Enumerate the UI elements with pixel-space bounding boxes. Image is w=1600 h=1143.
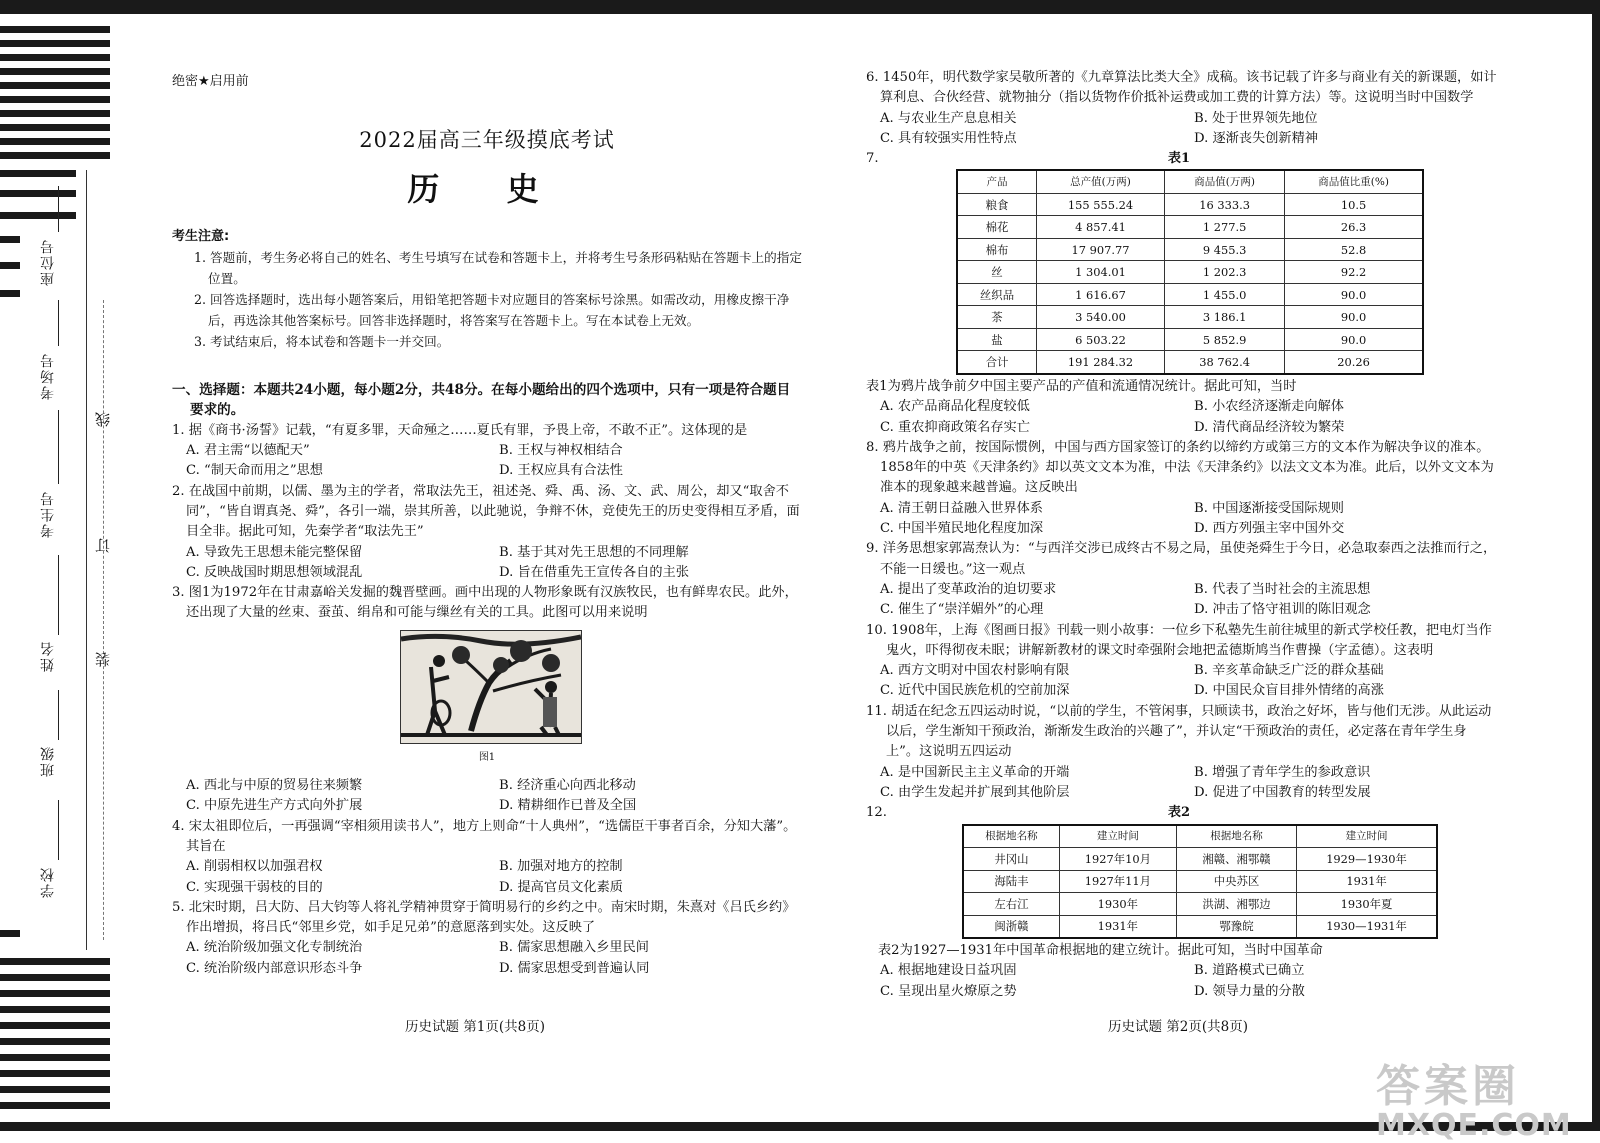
binding-bar	[0, 124, 110, 131]
exam-room-label: 考场号	[40, 352, 56, 400]
option-list	[172, 938, 802, 979]
table-row	[957, 351, 1423, 374]
table-row	[957, 306, 1423, 329]
option-d[interactable]: D. 中国民众盲目排外情绪的高涨	[1194, 683, 1384, 699]
school-field[interactable]	[58, 800, 59, 860]
table-cell: 中央苏区	[1176, 870, 1296, 893]
name-label: 姓名	[40, 640, 56, 672]
binding-bar	[0, 1038, 110, 1045]
option-list	[866, 961, 1498, 1002]
table-cell: 52.8	[1285, 238, 1423, 261]
seat-number-label: 座位号	[40, 238, 56, 286]
page-2	[866, 68, 1498, 1002]
option-d[interactable]: D. 儒家思想受到普遍认同	[499, 960, 650, 976]
class-field[interactable]	[58, 690, 59, 740]
option-c[interactable]: C. 呈现出星火燎原之势	[880, 983, 1017, 999]
name-field[interactable]	[58, 555, 59, 635]
option-b[interactable]: B. 辛亥革命缺乏广泛的群众基础	[1194, 663, 1384, 679]
question-stem: 2. 在战国中前期，以儒、墨为主的学者，常取法先王，祖述尧、舜、禹、汤、文、武、周公，却又“取舍不同”，“皆自谓真尧、舜”，各引一端，崇其所善，以此驰说，争辩不休，竞使先王的历史变得相互矛盾，面目全非。据此可知，先秦学者“取法先王”	[172, 483, 800, 540]
watermark-url-text: MXQE.COM	[1376, 1108, 1572, 1143]
exam-title: 2022届高三年级摸底考试	[359, 128, 615, 153]
binding-bar	[0, 990, 110, 997]
option-b[interactable]: B. 小农经济逐渐走向解体	[1194, 399, 1344, 415]
table-cell: 191 284.32	[1037, 351, 1165, 374]
table-cell: 盐	[957, 328, 1037, 351]
table-cell: 1931年	[1059, 915, 1176, 938]
table-header-cell: 根据地名称	[963, 825, 1059, 848]
table-cell: 丝织品	[957, 283, 1037, 306]
table-cell: 1931年	[1297, 870, 1437, 893]
question-11	[866, 702, 1498, 803]
binding-bar	[0, 170, 76, 177]
table-cell: 155 555.24	[1037, 193, 1165, 216]
table-1	[956, 169, 1424, 375]
question-7	[866, 149, 1498, 438]
question-12	[866, 803, 1498, 1002]
table-cell: 1929—1930年	[1297, 848, 1437, 871]
table-header-cell: 商品值比重(%)	[1285, 170, 1423, 193]
scan-border-bottom	[0, 1122, 1600, 1131]
binding-bar	[0, 54, 110, 61]
table-cell: 左右江	[963, 893, 1059, 916]
option-d[interactable]: D. 逐渐丧失创新精神	[1194, 130, 1318, 146]
table-cell: 90.0	[1285, 306, 1423, 329]
question-stem: 6. 1450年，明代数学家吴敬所著的《九章算法比类大全》成稿。该书记载了许多与商业有关的新课题，如计算利息、合伙经营、就物抽分（指以货物作价抵补运费或加工费的计算方法）等。这说明当时中国数学	[866, 70, 1497, 106]
option-d[interactable]: D. 精耕细作已普及全国	[499, 798, 637, 814]
cut-word-xian: 线	[94, 412, 112, 427]
table-cell: 1930—1931年	[1297, 915, 1437, 938]
site-watermark	[1376, 1050, 1572, 1143]
binding-bar	[0, 1102, 110, 1109]
option-list	[866, 109, 1498, 150]
option-c[interactable]: C. 具有较强实用性特点	[880, 130, 1017, 146]
table-cell: 1930年夏	[1297, 893, 1437, 916]
option-b[interactable]: B. 处于世界领先地位	[1194, 110, 1318, 126]
binding-rule	[86, 170, 87, 950]
table-header-cell: 建立时间	[1297, 825, 1437, 848]
table-cell: 3 186.1	[1165, 306, 1285, 329]
option-list	[172, 543, 802, 584]
question-stem: 11. 胡适在纪念五四运动时说，“以前的学生，不管闲事，只顾读书，政治之好坏，皆与他们无涉。从此运动以后，学生渐知干预政治，渐渐发生政治的兴趣了”，并认定“干预政治的责任，必定落在青年学生身上”。这说明五四运动	[866, 703, 1492, 760]
question-stem: 8. 鸦片战争之前，按国际惯例，中国与西方国家签订的条约以缔约方或第三方的文本作为解决争议的准本。1858年的中英《天津条约》却以英文文本为准，中法《天津条约》以法文文本为准。此后，以外文文本为准本的现象越来越普遍。这反映出	[866, 439, 1494, 496]
option-list	[172, 857, 802, 898]
school-label: 学校	[40, 866, 56, 898]
table-cell: 棉花	[957, 216, 1037, 239]
option-a[interactable]: A. 清王朝日益融入世界体系	[880, 500, 1043, 516]
option-b[interactable]: B. 代表了当时社会的主流思想	[1194, 581, 1371, 597]
option-c[interactable]: C. 由学生发起并扩展到其他阶层	[880, 784, 1070, 800]
question-4	[172, 817, 802, 898]
binding-bar	[0, 290, 20, 297]
binding-bar	[0, 236, 20, 243]
question-number: 12.	[866, 805, 887, 821]
option-c[interactable]: C. 实现强干弱枝的目的	[186, 879, 323, 895]
table-header-cell: 总产值(万两)	[1037, 170, 1165, 193]
table-cell: 1 616.67	[1037, 283, 1165, 306]
question-stem: 3. 图1为1972年在甘肃嘉峪关发掘的魏晋壁画。画中出现的人物形象既有汉族牧民，也有鲜卑农民。此外，还出现了大量的丝束、蚕茧、绢帛和可能与缫丝有关的工具。此图可以用来说明	[172, 585, 798, 621]
watermark-logo-text: 答案圈	[1376, 1061, 1520, 1112]
option-b[interactable]: B. 基于其对先王思想的不同理解	[499, 544, 689, 560]
table-cell: 90.0	[1285, 283, 1423, 306]
option-a[interactable]: A. 农产品商品化程度较低	[880, 399, 1030, 415]
option-a[interactable]: A. 君主需“以德配天”	[186, 443, 310, 459]
page-1	[172, 60, 802, 979]
option-d[interactable]: D. 冲击了恪守祖训的陈旧观念	[1194, 602, 1371, 618]
cut-word-zhuang: 装	[94, 652, 112, 667]
question-1	[172, 421, 802, 482]
binding-bar	[0, 212, 76, 219]
table-cell: 丝	[957, 261, 1037, 284]
question-5	[172, 898, 802, 979]
question-stem: 10. 1908年，上海《图画日报》刊载一则小故事：一位乡下私塾先生前往城里的新式学校任教，把电灯当作鬼火，吓得彻夜未眠；讲解新教材的课文时牵强附会地把孟德斯鸠当作曹操（字孟德）。这表明	[866, 622, 1492, 658]
question-2	[172, 482, 802, 583]
table-cell: 海陆丰	[963, 870, 1059, 893]
option-c[interactable]: C. 中国半殖民地化程度加深	[880, 521, 1044, 537]
binding-bar	[0, 138, 110, 145]
table-cell: 1 455.0	[1165, 283, 1285, 306]
table-header-cell: 商品值(万两)	[1165, 170, 1285, 193]
option-b[interactable]: B. 儒家思想融入乡里民间	[499, 940, 649, 956]
table-cell: 38 762.4	[1165, 351, 1285, 374]
seat-number-field[interactable]	[58, 186, 59, 232]
table-row	[957, 193, 1423, 216]
mural-illustration	[401, 631, 581, 743]
table-cell: 茶	[957, 306, 1037, 329]
binding-bar	[0, 190, 76, 197]
table-1-title: 表1	[1167, 151, 1191, 167]
option-c[interactable]: C. “制天命而用之”思想	[186, 463, 323, 479]
question-stem: 表1为鸦片战争前夕中国主要产品的产值和流通情况统计。据此可知，当时	[866, 378, 1297, 394]
binding-bar	[0, 262, 20, 269]
binding-bar	[0, 152, 110, 159]
option-a[interactable]: A. 西方文明对中国农村影响有限	[880, 663, 1070, 679]
question-8	[866, 438, 1498, 539]
option-d[interactable]: D. 提高官员文化素质	[499, 879, 623, 895]
mural-figure-image	[400, 630, 582, 744]
table-row	[957, 283, 1423, 306]
table-cell: 4 857.41	[1037, 216, 1165, 239]
table-cell: 洪湖、湘鄂边	[1176, 893, 1296, 916]
binding-bar	[0, 974, 110, 981]
binding-strip	[0, 0, 120, 1131]
table-cell: 20.26	[1285, 351, 1423, 374]
exam-room-field[interactable]	[58, 300, 59, 346]
option-a[interactable]: A. 是中国新民主主义革命的开端	[880, 764, 1070, 780]
option-a[interactable]: A. 提出了变革政治的迫切要求	[880, 581, 1057, 597]
table-cell: 9 455.3	[1165, 238, 1285, 261]
option-d[interactable]: D. 旨在借重先王宣传各自的主张	[499, 564, 689, 580]
figure-caption: 图1	[478, 751, 496, 763]
option-list	[172, 441, 802, 482]
scan-border-top	[0, 0, 1600, 14]
binding-bar	[0, 1070, 110, 1077]
question-stem: 5. 北宋时期，吕大防、吕大钧等人将礼学精神贯穿于简明易行的乡约之中。南宋时期，朱熹对《吕氏乡约》作出增损，将吕氏“邻里乡党，如手足兄弟”的意愿落到实处。这反映了	[172, 899, 796, 936]
table-header-cell: 产品	[957, 170, 1037, 193]
option-list	[866, 580, 1498, 621]
option-a[interactable]: A. 统治阶级加强文化专制统治	[186, 940, 363, 956]
notice-heading: 考生注意:	[172, 228, 230, 244]
binding-bar	[0, 930, 20, 937]
option-d[interactable]: D. 领导力量的分散	[1194, 983, 1305, 999]
table-2	[962, 824, 1438, 940]
notice-item: 3. 考试结束后，将本试卷和答题卡一并交回。	[194, 334, 450, 350]
cut-dashed-line	[103, 300, 105, 940]
table-cell: 5 852.9	[1165, 328, 1285, 351]
question-stem: 1. 据《商书·汤誓》记载，“有夏多罪，天命殛之……夏氏有罪，予畏上帝，不敢不正”。这体现的是	[172, 422, 748, 438]
table-cell: 合计	[957, 351, 1037, 374]
option-b[interactable]: B. 加强对地方的控制	[499, 859, 623, 875]
binding-bar	[0, 1006, 110, 1013]
binding-bar	[0, 1086, 110, 1093]
exam-id-field[interactable]	[58, 410, 59, 484]
table-cell: 棉布	[957, 238, 1037, 261]
table-header-cell: 根据地名称	[1176, 825, 1296, 848]
notice-item: 2. 回答选择题时，选出每小题答案后，用铅笔把答题卡对应题目的答案标号涂黑。如需改动，用橡皮擦干净后，再选涂其他答案标号。回答非选择题时，将答案写在答题卡上。写在本试卷上无效。	[194, 292, 790, 329]
binding-bar	[0, 68, 110, 75]
option-list	[866, 661, 1498, 702]
notice-item: 1. 答题前，考生务必将自己的姓名、考生号填写在试卷和答题卡上，并将考生号条形码粘贴在答题卡上的指定位置。	[194, 250, 802, 287]
option-a[interactable]: A. 根据地建设日益巩固	[880, 963, 1017, 979]
table-cell: 湘赣、湘鄂赣	[1176, 848, 1296, 871]
table-cell: 92.2	[1285, 261, 1423, 284]
table-row	[963, 915, 1437, 938]
table-cell: 16 333.3	[1165, 193, 1285, 216]
question-10	[866, 621, 1498, 702]
binding-bar	[0, 110, 110, 117]
question-stem: 4. 宋太祖即位后，一再强调“宰相须用读书人”，地方上则命“十人典州”，“选儒臣干事者百余，分知大藩”。其旨在	[172, 818, 797, 854]
table-row	[957, 328, 1423, 351]
table-2-title: 表2	[1167, 805, 1191, 821]
table-cell: 17 907.77	[1037, 238, 1165, 261]
option-list	[866, 763, 1498, 804]
option-d[interactable]: D. 促进了中国教育的转型发展	[1194, 784, 1371, 800]
scan-border-right	[1592, 0, 1600, 1131]
secret-label: 绝密★启用前	[172, 74, 249, 89]
question-12-header	[866, 803, 1498, 823]
table-row	[963, 893, 1437, 916]
exam-id-label: 考生号	[40, 490, 56, 538]
table-cell: 26.3	[1285, 216, 1423, 239]
option-b[interactable]: B. 增强了青年学生的参政意识	[1194, 764, 1371, 780]
question-7-header	[866, 149, 1498, 169]
question-6	[866, 68, 1498, 149]
binding-bar	[0, 26, 110, 33]
subject-title: 历 史	[407, 169, 567, 208]
option-a[interactable]: A. 削弱相权以加强君权	[186, 859, 323, 875]
option-d[interactable]: D. 王权应具有合法性	[499, 463, 623, 479]
option-c[interactable]: C. 反映战国时期思想领域混乱	[186, 564, 363, 580]
binding-bar	[0, 82, 110, 89]
table-row	[957, 238, 1423, 261]
option-c[interactable]: C. 统治阶级内部意识形态斗争	[186, 960, 363, 976]
binding-bar	[0, 1054, 110, 1061]
option-a[interactable]: A. 与农业生产息息相关	[880, 110, 1017, 126]
table-cell: 1 202.3	[1165, 261, 1285, 284]
table-row	[963, 848, 1437, 871]
section-heading: 一、选择题：本题共24小题，每小题2分，共48分。在每小题给出的四个选项中，只有一项是符合题目要求的。	[172, 382, 791, 419]
page-1-footer: 历史试题 第1页(共8页)	[405, 1019, 546, 1035]
table-header-row	[957, 170, 1423, 193]
table-cell: 10.5	[1285, 193, 1423, 216]
option-list	[172, 776, 802, 817]
table-cell: 3 540.00	[1037, 306, 1165, 329]
table-cell: 1 304.01	[1037, 261, 1165, 284]
binding-bar	[0, 958, 110, 965]
question-number: 7.	[866, 151, 879, 167]
table-cell: 6 503.22	[1037, 328, 1165, 351]
class-label: 班级	[40, 745, 56, 777]
table-cell: 1 277.5	[1165, 216, 1285, 239]
option-c[interactable]: C. 中原先进生产方式向外扩展	[186, 798, 363, 814]
question-stem: 9. 洋务思想家郭嵩焘认为：“与西洋交涉已成终古不易之局，虽使尧舜生于今日，必急取泰西之法推而行之，不能一日缓也。”这一观点	[866, 541, 1497, 577]
table-header-row	[963, 825, 1437, 848]
option-list	[866, 397, 1498, 438]
option-list	[866, 499, 1498, 540]
page-2-footer: 历史试题 第2页(共8页)	[1108, 1019, 1249, 1035]
binding-bar	[0, 40, 110, 47]
option-d[interactable]: D. 西方列强主宰中国外交	[1194, 521, 1345, 537]
option-b[interactable]: B. 道路模式已确立	[1194, 963, 1305, 979]
table-row	[963, 870, 1437, 893]
question-stem: 表2为1927—1931年中国革命根据地的建立统计。据此可知，当时中国革命	[878, 943, 1323, 959]
option-b[interactable]: B. 经济重心向西北移动	[499, 778, 636, 794]
option-c[interactable]: C. 重农抑商政策名存实亡	[880, 419, 1030, 435]
table-cell: 闽浙赣	[963, 915, 1059, 938]
table-cell: 1927年11月	[1059, 870, 1176, 893]
cut-word-ding: 订	[94, 538, 112, 553]
table-row	[957, 261, 1423, 284]
table-cell: 90.0	[1285, 328, 1423, 351]
option-b[interactable]: B. 中国逐渐接受国际规则	[1194, 500, 1344, 516]
option-b[interactable]: B. 王权与神权相结合	[499, 443, 623, 459]
option-d[interactable]: D. 清代商品经济较为繁荣	[1194, 419, 1345, 435]
table-cell: 1927年10月	[1059, 848, 1176, 871]
option-a[interactable]: A. 西北与中原的贸易往来频繁	[186, 778, 363, 794]
table-row	[957, 216, 1423, 239]
question-9	[866, 539, 1498, 620]
question-3	[172, 583, 802, 816]
binding-bar	[0, 96, 110, 103]
option-a[interactable]: A. 导致先王思想未能完整保留	[186, 544, 363, 560]
option-c[interactable]: C. 近代中国民族危机的空前加深	[880, 683, 1070, 699]
table-cell: 粮食	[957, 193, 1037, 216]
table-cell: 鄂豫皖	[1176, 915, 1296, 938]
option-c[interactable]: C. 催生了“崇洋媚外”的心理	[880, 602, 1044, 618]
table-cell: 1930年	[1059, 893, 1176, 916]
table-cell: 井冈山	[963, 848, 1059, 871]
table-header-cell: 建立时间	[1059, 825, 1176, 848]
binding-bar	[0, 1022, 110, 1029]
